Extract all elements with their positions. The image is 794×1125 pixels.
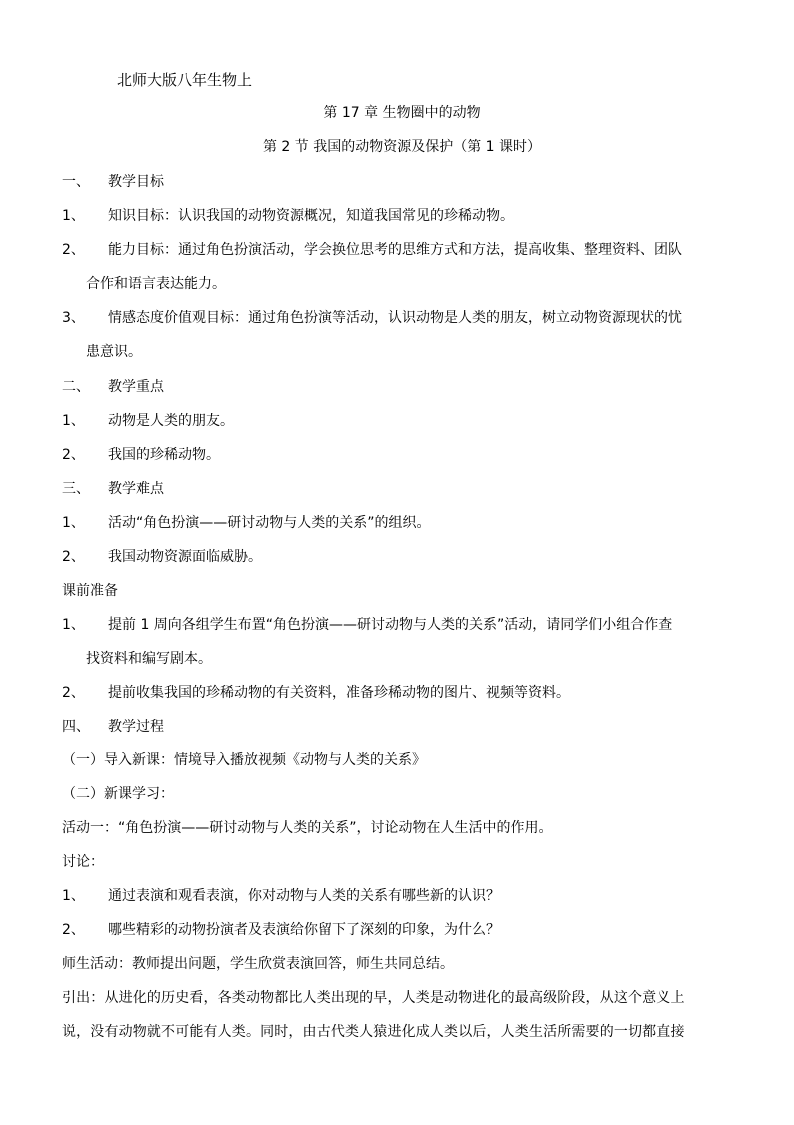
item-text: 提前收集我国的珍稀动物的有关资料，准备珍稀动物的图片、视频等资料。: [108, 685, 570, 701]
section-number: 四、: [62, 719, 90, 735]
section-title-text: 教学重点: [108, 379, 164, 395]
lead-paragraph-line: 说，没有动物就不可能有人类。同时，由古代类人猿进化成人类以后，人类生活所需要的一切都直接: [62, 1024, 685, 1040]
item-number: 2、: [62, 685, 85, 701]
lead-paragraph-line: 引出：从进化的历史看，各类动物都比人类出现的早，人类是动物进化的最高级阶段，从这个意义上: [62, 990, 685, 1006]
item-continuation: 患意识。: [86, 344, 142, 360]
item-continuation: 合作和语言表达能力。: [86, 276, 226, 292]
section-title: 第 2 节 我国的动物资源及保护（第 1 课时）: [262, 139, 542, 155]
activity-line: 活动一：“角色扮演——研讨动物与人类的关系”，讨论动物在人生活中的作用。: [62, 820, 553, 836]
item-text: 知识目标：认识我国的动物资源概况，知道我国常见的珍稀动物。: [108, 208, 514, 224]
item-number: 2、: [62, 242, 85, 258]
item-number: 1、: [62, 208, 85, 224]
section-number: 三、: [62, 481, 90, 497]
item-number: 1、: [62, 617, 85, 633]
item-text: 哪些精彩的动物扮演者及表演给你留下了深刻的印象，为什么？: [108, 922, 500, 938]
teacher-activity-line: 师生活动：教师提出问题，学生欣赏表演回答，师生共同总结。: [62, 956, 454, 972]
item-number: 1、: [62, 888, 85, 904]
section-number: 一、: [62, 174, 90, 190]
item-text: 活动“角色扮演——研讨动物与人类的关系”的组织。: [108, 515, 431, 531]
item-text: 我国动物资源面临威胁。: [108, 549, 262, 565]
item-number: 2、: [62, 922, 85, 938]
document-header: 北师大版八年生物上: [117, 71, 253, 89]
chapter-title: 第 17 章 生物圈中的动物: [323, 105, 481, 121]
section-title-text: 教学目标: [108, 174, 164, 190]
section-number: 二、: [62, 379, 90, 395]
item-number: 1、: [62, 413, 85, 429]
intro-line: （一）导入新课：情境导入播放视频《动物与人类的关系》: [62, 752, 426, 768]
new-lesson-line: （二）新课学习：: [62, 786, 174, 802]
item-text: 我国的珍稀动物。: [108, 447, 220, 463]
item-text: 动物是人类的朋友。: [108, 413, 234, 429]
item-text: 情感态度价值观目标：通过角色扮演等活动，认识动物是人类的朋友，树立动物资源现状的忧: [108, 310, 682, 326]
section-title-text: 教学难点: [108, 481, 164, 497]
section-title-text: 教学过程: [108, 719, 164, 735]
item-number: 1、: [62, 515, 85, 531]
item-number: 3、: [62, 310, 85, 326]
item-number: 2、: [62, 549, 85, 565]
item-continuation: 找资料和编写剧本。: [86, 651, 212, 667]
item-text: 能力目标：通过角色扮演活动，学会换位思考的思维方式和方法，提高收集、整理资料、团队: [108, 242, 682, 258]
discussion-label: 讨论：: [62, 854, 104, 870]
item-text: 提前 1 周向各组学生布置“角色扮演——研讨动物与人类的关系”活动，请同学们小组合作查: [108, 617, 673, 633]
preparation-heading: 课前准备: [62, 583, 118, 599]
item-text: 通过表演和观看表演，你对动物与人类的关系有哪些新的认识？: [108, 888, 500, 904]
item-number: 2、: [62, 447, 85, 463]
